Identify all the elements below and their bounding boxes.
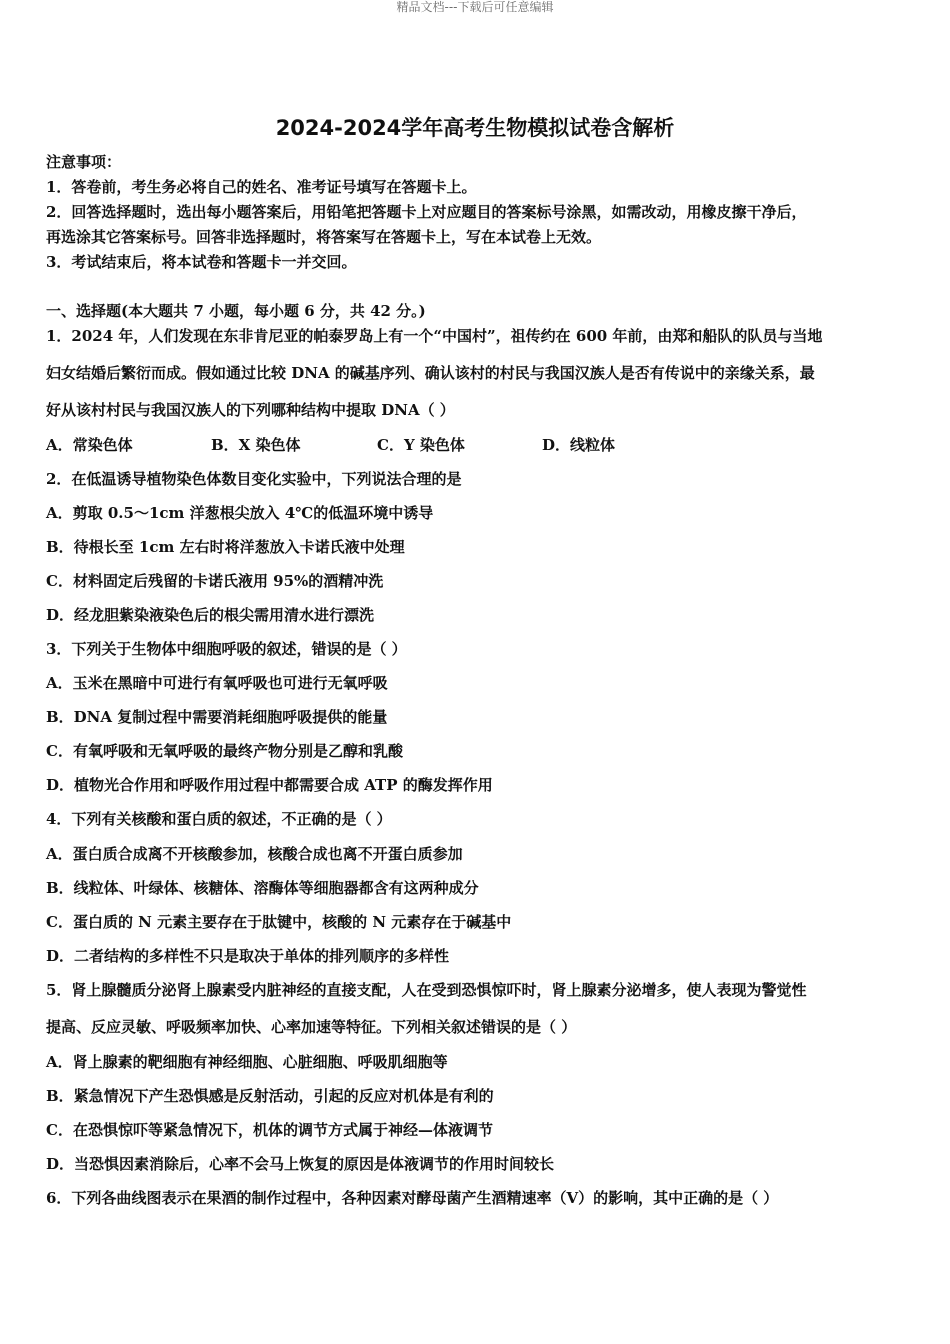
question-2-option: B．待根长至 1cm 左右时将洋葱放入卡诺氏液中处理 xyxy=(46,538,405,556)
question-6-stem: 6．下列各曲线图表示在果酒的制作过程中，各种因素对酵母菌产生酒精速率（V）的影响，其中正确的是（ ） xyxy=(46,1189,779,1207)
notice-item: 1．答卷前，考生务必将自己的姓名、准考证号填写在答题卡上。 xyxy=(46,178,477,196)
section-heading: 一、选择题(本大题共 7 小题，每小题 6 分，共 42 分。) xyxy=(46,302,426,320)
question-1-line: 好从该村村民与我国汉族人的下列哪种结构中提取 DNA（ ） xyxy=(46,401,455,419)
question-3-option: B．DNA 复制过程中需要消耗细胞呼吸提供的能量 xyxy=(46,708,388,726)
option-c: C．Y 染色体 xyxy=(377,436,465,454)
page-watermark: 精品文档---下载后可任意编辑 xyxy=(396,0,554,14)
question-3-option: D．植物光合作用和呼吸作用过程中都需要合成 ATP 的酶发挥作用 xyxy=(46,776,493,794)
option-a: A．常染色体 xyxy=(46,436,133,454)
question-1-line: 1．2024 年，人们发现在东非肯尼亚的帕泰罗岛上有一个“中国村”，祖传约在 600 年前，由郑和船队的队员与当地 xyxy=(46,327,823,345)
question-5-option: D．当恐惧因素消除后，心率不会马上恢复的原因是体液调节的作用时间较长 xyxy=(46,1155,555,1173)
question-2-option: D．经龙胆紫染液染色后的根尖需用清水进行漂洗 xyxy=(46,606,375,624)
notice-heading: 注意事项： xyxy=(46,153,122,171)
notice-item: 再选涂其它答案标号。回答非选择题时，将答案写在答题卡上，写在本试卷上无效。 xyxy=(46,228,602,246)
option-b: B．X 染色体 xyxy=(211,436,301,454)
question-2-option: C．材料固定后残留的卡诺氏液用 95%的酒精冲洗 xyxy=(46,572,384,590)
question-4-option: C．蛋白质的 N 元素主要存在于肽键中，核酸的 N 元素存在于碱基中 xyxy=(46,913,512,931)
question-2-stem: 2．在低温诱导植物染色体数目变化实验中，下列说法合理的是 xyxy=(46,470,462,488)
question-5-option: B．紧急情况下产生恐惧感是反射活动，引起的反应对机体是有利的 xyxy=(46,1087,494,1105)
question-4-option: B．线粒体、叶绿体、核糖体、溶酶体等细胞器都含有这两种成分 xyxy=(46,879,479,897)
document-title: 2024-2024学年高考生物模拟试卷含解析 xyxy=(275,116,675,140)
question-4-option: D．二者结构的多样性不只是取决于单体的排列顺序的多样性 xyxy=(46,947,450,965)
notice-item: 2．回答选择题时，选出每小题答案后，用铅笔把答题卡上对应题目的答案标号涂黑，如需改动，用橡皮擦干净后， xyxy=(46,203,807,221)
question-4-stem: 4．下列有关核酸和蛋白质的叙述，不正确的是（ ） xyxy=(46,810,392,828)
question-5-option: C．在恐惧惊吓等紧急情况下，机体的调节方式属于神经—体液调节 xyxy=(46,1121,493,1139)
question-3-option: A．玉米在黑暗中可进行有氧呼吸也可进行无氧呼吸 xyxy=(46,674,388,692)
notice-item: 3．考试结束后，将本试卷和答题卡一并交回。 xyxy=(46,253,357,271)
question-1-line: 妇女结婚后繁衍而成。假如通过比较 DNA 的碱基序列、确认该村的村民与我国汉族人是否有传说中的亲缘关系，最 xyxy=(46,364,815,382)
question-5-line: 提高、反应灵敏、呼吸频率加快、心率加速等特征。下列相关叙述错误的是（ ） xyxy=(46,1018,577,1036)
question-3-option: C．有氧呼吸和无氧呼吸的最终产物分别是乙醇和乳酸 xyxy=(46,742,403,760)
question-4-option: A．蛋白质合成离不开核酸参加，核酸合成也离不开蛋白质参加 xyxy=(46,845,463,863)
option-d: D．线粒体 xyxy=(542,436,616,454)
question-3-stem: 3．下列关于生物体中细胞呼吸的叙述，错误的是（ ） xyxy=(46,640,407,658)
question-2-option: A．剪取 0.5～1cm 洋葱根尖放入 4℃的低温环境中诱导 xyxy=(46,504,434,522)
question-5-option: A．肾上腺素的靶细胞有神经细胞、心脏细胞、呼吸肌细胞等 xyxy=(46,1053,448,1071)
question-5-line: 5．肾上腺髓质分泌肾上腺素受内脏神经的直接支配，人在受到恐惧惊吓时，肾上腺素分泌增多，使人表现为警觉性 xyxy=(46,981,807,999)
